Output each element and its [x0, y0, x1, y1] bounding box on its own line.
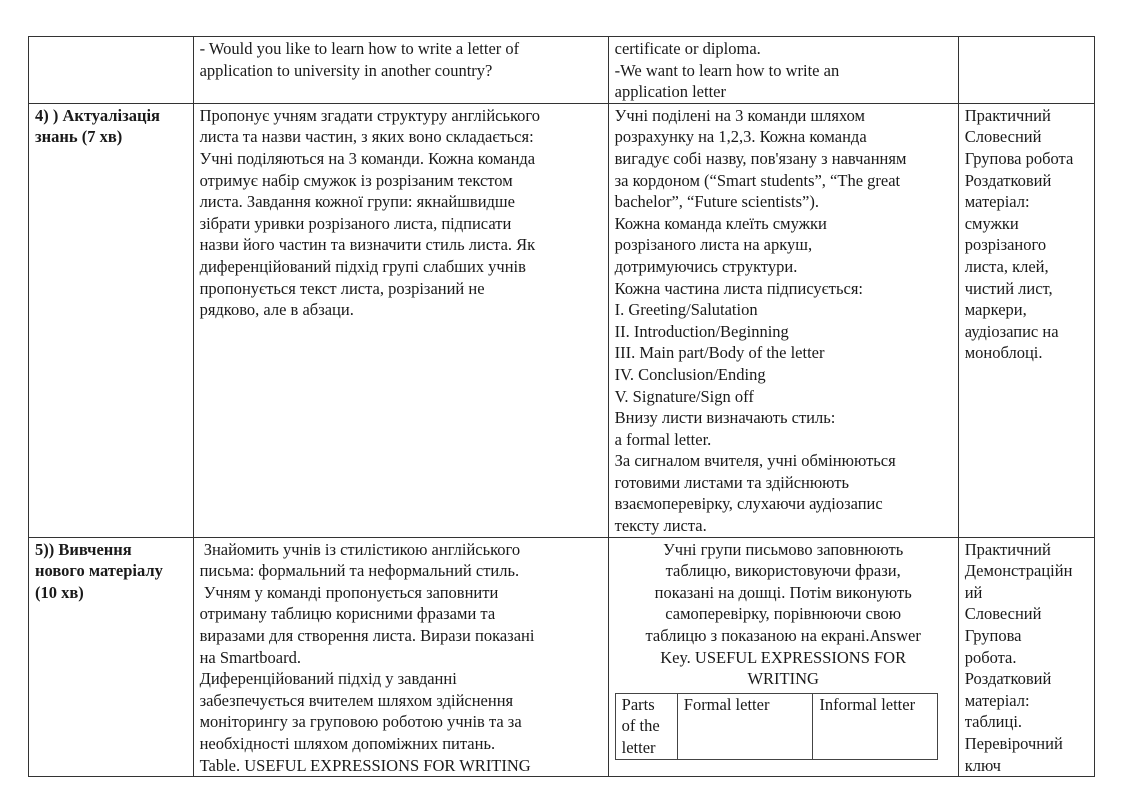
text-line: показані на дошці. Потім виконують: [654, 582, 912, 602]
stage-cell: [29, 37, 194, 104]
text-line: розрізаного листа на аркуш,: [614, 235, 813, 255]
method-item: Словесний: [964, 127, 1042, 147]
table-row: [29, 37, 1095, 104]
text-line: Учні поділені на 3 команди шляхом: [614, 105, 865, 125]
letter-part-item: V. Signature/Sign off: [614, 386, 754, 406]
method-item: Словесний: [964, 604, 1042, 624]
text-line: Диференційований підхід у завданні: [199, 669, 457, 689]
letter-part-item: IV. Conclusion/Ending: [614, 364, 766, 384]
text-line: дотримуючись структури.: [614, 256, 798, 276]
text-line: Знайомить учнів із стилістикою англійського: [199, 539, 521, 559]
text-line: таблицю з показаною на екрані.Answer: [645, 626, 921, 646]
text-line: Кожна команда клеїть смужки: [614, 213, 827, 233]
method-item: Групова робота: [964, 148, 1074, 168]
teacher-activity-cell: [193, 37, 608, 104]
stage-title: 5)) Вивчення: [35, 539, 132, 559]
method-item: листа, клей,: [964, 256, 1049, 276]
student-activity-cell: [608, 37, 958, 104]
method-item: моноблоці.: [964, 343, 1043, 363]
text-line: a formal letter.: [614, 429, 712, 449]
student-activity-cell: [608, 103, 958, 537]
text-line: зібрати уривки розрізаного листа, підписати: [199, 213, 512, 233]
text-line: Внизу листи визначають стиль:: [614, 408, 836, 428]
text-line: WRITING: [747, 669, 819, 689]
text-line: назви його частин та визначити стиль листа. Як: [199, 235, 536, 255]
method-item: розрізаного: [964, 235, 1047, 255]
text-line: необхідності шляхом допоміжних питань.: [199, 734, 496, 753]
letter-part-item: III. Main part/Body of the letter: [614, 343, 825, 363]
stage-title: 4) ) Актуалізація: [35, 105, 160, 125]
text-line: bachelor”, “Future scientists”).: [614, 192, 819, 212]
method-item: таблиці.: [964, 712, 1023, 732]
teacher-activity-cell: [193, 537, 608, 777]
text-line: Учні поділяються на 3 команди. Кожна команда: [199, 148, 536, 168]
method-item: Демонстраційн: [964, 561, 1073, 581]
text-line: взаємоперевірку, слухаючи аудіозапис: [614, 494, 883, 514]
method-item: матеріал:: [964, 192, 1030, 212]
text-line: пропонується текст листа, розрізаний не: [199, 278, 485, 298]
text-line: -We want to learn how to write an: [614, 60, 840, 80]
column-header-formal: Formal letter: [677, 693, 813, 759]
useful-expressions-table: [615, 693, 938, 760]
teacher-activity-cell: [193, 103, 608, 537]
stage-cell: [29, 537, 194, 777]
text-line: диференційований підхід групі слабших учнів: [199, 256, 526, 276]
text-line: certificate or diploma.: [614, 39, 761, 58]
method-item: ий: [964, 582, 983, 602]
method-item: Роздатковий: [964, 170, 1052, 190]
methods-cell: [958, 537, 1094, 777]
text-line: письма: формальний та неформальний стиль.: [199, 561, 520, 581]
text-line: отриману таблицю корисними фразами та: [199, 604, 496, 624]
table-row: [29, 103, 1095, 537]
text-line: виразами для створення листа. Вирази показані: [199, 626, 535, 646]
text-line: application to university in another country?: [199, 60, 493, 80]
text-line: Учні групи письмово заповнюють: [663, 539, 904, 559]
text-line: на Smartboard.: [199, 647, 301, 667]
column-header-informal: Informal letter: [813, 693, 937, 759]
text-line: готовими листами та здійснюють: [614, 472, 850, 492]
lesson-plan-table: [28, 36, 1095, 777]
method-item: Роздатковий: [964, 669, 1052, 689]
text-line: Кожна частина листа підписується:: [614, 278, 863, 298]
text-line: Key. USEFUL EXPRESSIONS FOR: [660, 647, 907, 667]
text-line: самоперевірку, порівнюючи свою: [665, 604, 902, 624]
text-line: Пропонує учням згадати структуру англійського: [199, 105, 541, 125]
text-line: розрахунку на 1,2,3. Кожна команда: [614, 127, 867, 147]
letter-part-item: II. Introduction/Beginning: [614, 321, 789, 341]
method-item: Практичний: [964, 539, 1051, 559]
text-line: моніторингу за груповою роботою учнів та за: [199, 712, 522, 732]
stage-title: нового матеріалу: [35, 561, 163, 581]
text-line: рядково, але в абзаци.: [199, 300, 354, 320]
table-row: [29, 537, 1095, 777]
text-line: отримує набір смужок із розрізаним текстом: [199, 170, 513, 190]
lesson-plan-page: [28, 36, 1095, 777]
stage-title: (10 хв): [35, 582, 84, 602]
method-item: чистий лист,: [964, 278, 1053, 298]
text-line: таблицю, використовуючи фрази,: [665, 561, 901, 581]
stage-cell: [29, 103, 194, 537]
table-header-row: [615, 693, 937, 759]
text-line: листа та назви частин, з яких воно складається:: [199, 127, 534, 147]
method-item: ключ: [964, 755, 1001, 775]
letter-part-item: I. Greeting/Salutation: [614, 300, 758, 320]
text-line: за кордоном (“Smart students”, “The great: [614, 170, 901, 190]
column-header-parts: Parts of the letter: [615, 693, 677, 759]
method-item: Перевірочний: [964, 734, 1063, 753]
text-line: листа. Завдання кожної групи: якнайшвидше: [199, 192, 515, 212]
method-item: Практичний: [964, 105, 1051, 125]
text-line: application letter: [614, 82, 726, 102]
method-item: матеріал:: [964, 690, 1030, 710]
method-item: аудіозапис на: [964, 321, 1059, 341]
text-line: - Would you like to learn how to write a letter of: [199, 39, 520, 58]
text-line: За сигналом вчителя, учні обмінюються: [614, 451, 896, 471]
method-item: Групова: [964, 626, 1022, 646]
methods-cell: [958, 103, 1094, 537]
student-activity-cell: [608, 537, 958, 777]
text-line: Учням у команді пропонується заповнити: [199, 582, 499, 602]
method-item: смужки: [964, 213, 1019, 233]
method-item: робота.: [964, 647, 1017, 667]
text-line: тексту листа.: [614, 516, 707, 536]
method-item: маркери,: [964, 300, 1027, 320]
methods-cell: [958, 37, 1094, 104]
stage-title: знань (7 хв): [35, 127, 123, 147]
text-line: Table. USEFUL EXPRESSIONS FOR WRITING: [199, 755, 531, 775]
text-line: вигадує собі назву, пов'язану з навчанням: [614, 148, 907, 168]
text-line: забезпечується вчителем шляхом здійснення: [199, 690, 514, 710]
